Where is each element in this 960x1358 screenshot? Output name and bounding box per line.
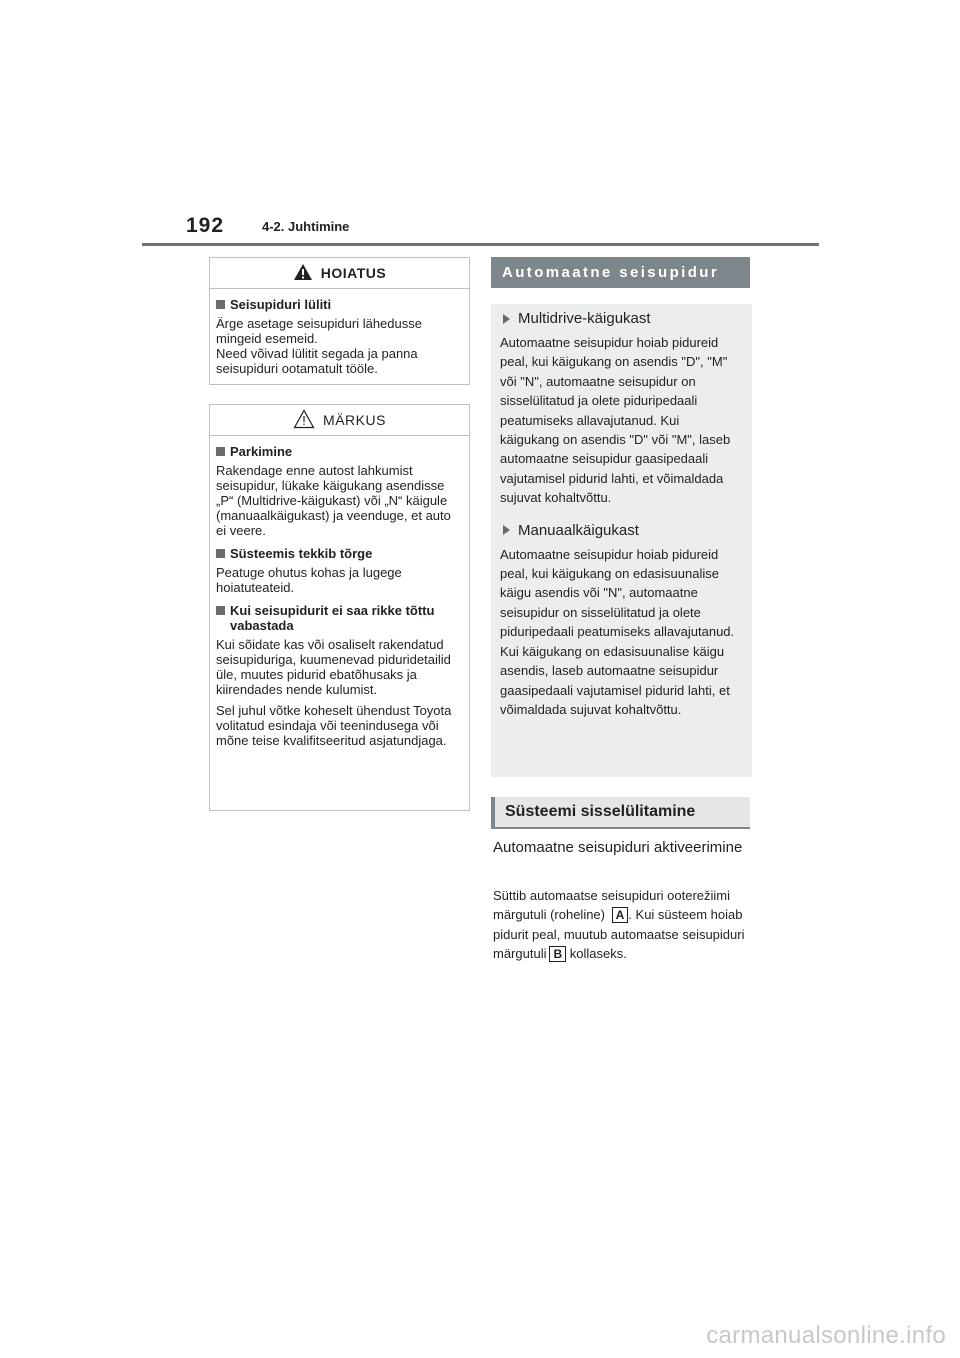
warning-item-heading: Seisupiduri lüliti xyxy=(216,297,462,312)
info-panel xyxy=(491,304,752,777)
note-item-heading: Süsteemis tekkib tõrge xyxy=(216,546,462,561)
note-item-heading: Parkimine xyxy=(216,444,462,459)
watermark: carmanualsonline.info xyxy=(706,1322,946,1349)
note-item-text: Kui sõidate kas või osaliselt rakendatud seisupiduriga, kuumenevad piduridetailid üle, muutes pidurid ebatõhusaks ja kiirendades nende kulumist. Sel juhul võtke koheselt ühendust Toyota volitatud esindaja või teenindusega või mõne teise kvalifitseeritud asjatundjaga. xyxy=(216,637,452,748)
caution-triangle-outline-icon xyxy=(293,409,315,432)
subheading-manual: Manuaalkäigukast xyxy=(503,522,752,539)
subheading-activation: Automaatne seisupiduri aktiveerimine xyxy=(493,839,743,856)
note-box-header xyxy=(210,405,469,436)
bullet-square-icon xyxy=(216,447,225,456)
manual-text: Automaatne seisupidur hoiab pidureid peal, kui käigukang on edasisuunalise käigu asendis või "N", automaatne seisupidur on sisselülitatud ja olete piduripedaali peatumiseks allavajutanud. Kui käigukang on edasisuunalise käigu asendis, laseb automaatne seisupidur gaasipedaali vajutamisel pidurid lahti, et võimaldada sujuvat kohaltvõttu. xyxy=(500,546,735,717)
warning-box xyxy=(209,257,470,385)
note-item-text: Peatuge ohutus kohas ja lugege hoiatuteateid. xyxy=(216,565,402,595)
header-rule xyxy=(142,243,819,246)
bullet-square-icon xyxy=(216,606,225,615)
section-label: 4-2. Juhtimine xyxy=(262,219,350,234)
triangle-bullet-icon xyxy=(503,525,510,535)
note-item-heading: Kui seisupidurit ei saa rikke tõttu vabastada xyxy=(216,603,462,633)
bullet-square-icon xyxy=(216,549,225,558)
note-title: MÄRKUS xyxy=(323,412,386,428)
warning-box-header xyxy=(210,258,469,289)
multidrive-text: Automaatne seisupidur hoiab pidureid peal, kui käigukang on asendis "D", "M" või "N", automaatne seisupidur on sisselülitatud ja olete piduripedaali peatumiseks allavajutanud. Kui käigukang on asendis "D" või "M", laseb automaatne seisupidur gaasipedaali vajutamisel pidurid lahti, et võimaldada sujuvat kohaltvõttu. xyxy=(500,335,731,506)
subheading-multidrive: Multidrive-käigukast xyxy=(503,310,752,327)
note-box xyxy=(209,404,470,811)
label-b: B xyxy=(549,946,566,962)
activation-text: Süttib automaatse seisupiduri ooterežiimi märgutuli (roheline) A . Kui süsteem hoiab pidurit peal, muutub automaatse seisupiduri märgutuli B kollaseks. xyxy=(493,888,745,962)
warning-title: HOIATUS xyxy=(320,265,387,281)
note-item-text: Rakendage enne autost lahkumist seisupidur, lükake käigukang asendisse „P“ (Multidrive-käigukast) või „N“ käigule (manuaalkäigukast) ja veenduge, et auto ei veere. xyxy=(216,463,451,538)
bullet-square-icon xyxy=(216,300,225,309)
section-heading-activation: Süsteemi sisselülitamine xyxy=(491,797,750,829)
warning-item-text: Ärge asetage seisupiduri lähedusse mingeid esemeid. Need võivad lülitit segada ja panna seisupiduri ootamatult tööle. xyxy=(216,316,422,376)
warning-triangle-icon xyxy=(293,263,313,284)
page-number: 192 xyxy=(186,214,225,237)
section-heading-automatic-hold: Automaatne seisupidur xyxy=(491,257,750,288)
label-a: A xyxy=(612,907,629,923)
triangle-bullet-icon xyxy=(503,314,510,324)
